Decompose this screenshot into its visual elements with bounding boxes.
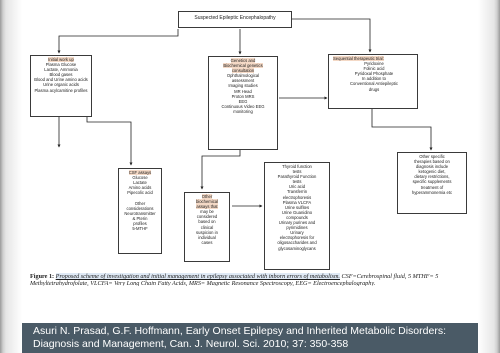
- arrow-workup-to-csf: [87, 117, 131, 165]
- thyroid-line: oligosaccharides and: [277, 240, 317, 246]
- arrow-top-to-sequential: [292, 19, 370, 52]
- sequential-line: Folinic acid: [363, 66, 385, 72]
- workup-line: Blood and Urine amino acids: [34, 77, 88, 83]
- other-bio-line: clinical: [200, 224, 214, 230]
- box-thyroid-tests: [264, 162, 330, 270]
- csf-line: Glucose: [132, 175, 148, 181]
- other-bio-title-1: Other: [201, 194, 213, 199]
- specific-line: Other specific: [419, 154, 445, 159]
- other-bio-line: cases: [201, 239, 213, 245]
- citation-bar: [22, 323, 478, 353]
- other-bio-title-2: biochemical: [195, 199, 219, 205]
- box-initial-workup: [30, 55, 92, 117]
- sequential-title: Sequential therapeutic trial:: [333, 56, 384, 61]
- csf-line: & Pterin: [132, 215, 148, 221]
- box-specific-therapies: [397, 152, 467, 214]
- csf-line: Amino acids: [128, 185, 152, 191]
- workup-line: Plasma acylcarnitine profiles: [34, 87, 88, 93]
- thyroid-line: electrophoresis: [282, 194, 312, 200]
- specific-line: dietary restrictions,: [414, 174, 450, 180]
- sequential-line: drugs: [368, 86, 380, 92]
- thyroid-line: pyrimidines: [286, 225, 308, 231]
- thyroid-line: Parathyroid Function: [277, 174, 317, 180]
- thyroid-line: tests: [292, 179, 302, 185]
- workup-line: Urine organic acids: [43, 82, 79, 88]
- thyroid-line: glycosaminoglycans: [278, 245, 316, 251]
- specific-line: hyperammonemia etc: [411, 189, 453, 195]
- arrow-genetics-to-other: [202, 150, 240, 189]
- thyroid-line: Plasma VLCFA: [282, 199, 312, 205]
- thyroid-line: Urine Guanidino: [281, 209, 313, 215]
- arrow-sequential-to-specific: [372, 109, 431, 150]
- other-bio-line: considered: [196, 214, 218, 220]
- sequential-line: Conventional Antiepileptic: [350, 81, 398, 87]
- csf-line: 5-MTHF: [132, 226, 148, 232]
- thyroid-line: Thyroid function: [282, 164, 312, 169]
- figure-caption: [30, 273, 474, 286]
- thyroid-line: electrophoresis for: [279, 235, 315, 241]
- genetics-line: Continuous Video EEG: [221, 103, 265, 109]
- caption-abbreviations: CSF=Cerebrospinal fluid, 5 MTHF= 5 Methyltetrahydrofolate, VLCFA= Very Long Chain Fatty Acids, MRS= Magnetic Resonance Spectroscopy, EEG= Electroencephalography.: [30, 273, 439, 286]
- specific-line: treatment of: [420, 184, 444, 190]
- other-bio-line: suspicion in: [196, 229, 218, 235]
- genetics-title-3: consultation: [231, 68, 255, 74]
- genetics-line: assessment: [231, 78, 255, 84]
- csf-line: Other: [134, 200, 146, 206]
- other-bio-line: based on: [198, 219, 216, 225]
- csf-line: considerations: [126, 205, 154, 211]
- box-sequential-trial: [328, 54, 418, 109]
- thyroid-line: compounds: [286, 214, 308, 220]
- genetics-line: MR Head: [234, 88, 252, 94]
- workup-line: Lactate, Ammonia: [44, 67, 78, 73]
- thyroid-line: Urinary: [290, 230, 304, 236]
- genetics-line: Ophthalmological: [226, 73, 260, 79]
- thyroid-line: Urinary purines and: [278, 220, 316, 226]
- csf-line: Neurotransmitter: [124, 210, 156, 216]
- specific-line: specific supplements: [412, 179, 452, 185]
- other-bio-line: individual: [198, 234, 216, 240]
- thyroid-line: Transferrin: [286, 189, 308, 195]
- genetics-line: monitoring: [233, 108, 253, 114]
- thyroid-line: tests: [292, 169, 302, 175]
- specific-line: therapies based on: [414, 159, 450, 165]
- specific-line: diagnosis include: [415, 164, 449, 170]
- genetics-line: Imaging studies: [228, 83, 258, 89]
- workup-title: Initial work up: [48, 57, 74, 62]
- sequential-line: In addition to: [362, 76, 386, 82]
- box-csf-assays: [118, 168, 162, 254]
- thyroid-line: Uric acid: [288, 184, 306, 190]
- other-bio-title-3: assays that: [196, 204, 218, 210]
- sequential-line: Pyridoxal Phosphate: [354, 71, 394, 77]
- specific-line: ketogenic diet,: [418, 169, 446, 175]
- workup-line: Plasma Glucose: [45, 62, 77, 68]
- genetics-title-2: Biochemical genetics: [223, 63, 263, 69]
- flowchart-figure: [27, 6, 477, 286]
- other-bio-line: may be: [200, 209, 214, 215]
- genetics-line: EEG: [238, 98, 248, 104]
- workup-line: Blood gases: [49, 72, 73, 78]
- csf-title: CSF assays: [128, 170, 152, 175]
- arrow-top-to-workup: [59, 29, 178, 53]
- box-suspected-label: Suspected Epileptic Encephalopathy: [194, 15, 276, 21]
- caption-title: Proposed scheme of investigation and initial management in epilepsy associated with inborn errors of metabolism.: [55, 273, 340, 280]
- genetics-line: Proton MRS: [231, 93, 255, 99]
- box-suspected-encephalopathy: [178, 11, 292, 28]
- box-genetics-consultation: [208, 56, 278, 150]
- box-other-biochemical: [184, 192, 230, 262]
- sequential-line: Pyridoxine: [364, 61, 384, 67]
- genetics-title-1: Genetics and: [230, 58, 256, 63]
- citation-text: Asuri N. Prasad, G.F. Hoffmann, Early Onset Epilepsy and Inherited Metabolic Disorders: Diagnosis and Management, Can. J. Neurol. Sci. 2010; 37: 350-358: [33, 325, 446, 350]
- caption-label: Figure 1:: [30, 273, 55, 280]
- csf-line: Pipecolic acid: [127, 190, 153, 196]
- csf-line: Lactate: [133, 180, 147, 186]
- thyroid-line: Urine sulfites: [284, 204, 310, 210]
- csf-line: profiles: [133, 220, 147, 226]
